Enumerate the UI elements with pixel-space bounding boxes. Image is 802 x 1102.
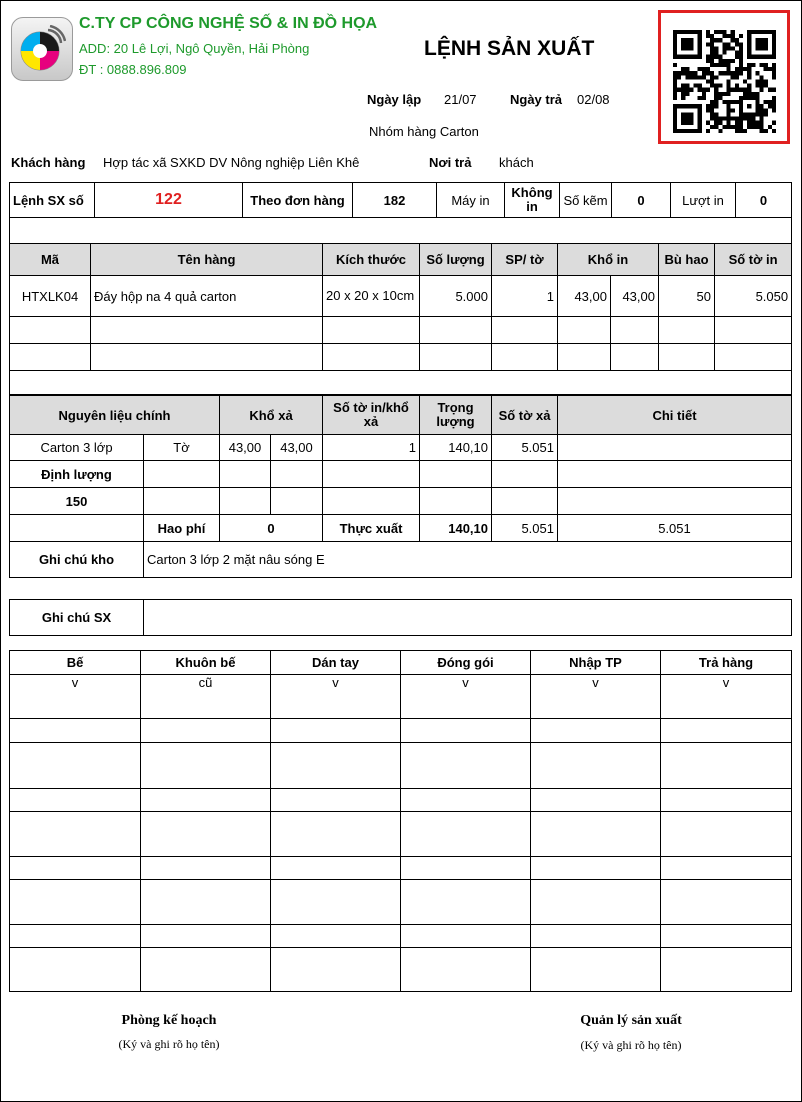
header-kho-in: Khổ in <box>558 244 659 276</box>
dinh-luong-label: Định lượng <box>10 461 144 488</box>
table-row <box>10 435 792 461</box>
table-row <box>10 857 792 880</box>
header-nguyen-lieu: Nguyên liệu chính <box>10 396 220 435</box>
company-phone: ĐT : 0888.896.809 <box>79 62 187 77</box>
noi-tra-label: Nơi trả <box>429 155 472 170</box>
may-in-value: Không in <box>505 183 560 218</box>
order-info-table <box>9 182 792 218</box>
ghi-chu-sx-label: Ghi chú SX <box>10 600 144 636</box>
ghi-chu-kho-label: Ghi chú kho <box>10 542 144 578</box>
cell-material-name: Carton 3 lớp <box>10 435 144 461</box>
stage-header-be: Bế <box>10 651 141 675</box>
cell-so-to-in: 5.050 <box>715 276 792 317</box>
signature-title-quan-ly: Quản lý sản xuất <box>580 1013 682 1028</box>
table-row <box>10 880 792 925</box>
thuc-xuat-chi-tiet: 5.051 <box>558 515 792 542</box>
table-row <box>10 743 792 789</box>
cmyk-logo-icon <box>18 25 66 73</box>
company-address: ADD: 20 Lê Lợi, Ngô Quyền, Hải Phòng <box>79 41 310 56</box>
header-bu-hao: Bù hao <box>659 244 715 276</box>
table-row <box>10 675 792 719</box>
cell-so-to-xa: 5.051 <box>492 435 558 461</box>
ghi-chu-sx-table <box>9 599 792 636</box>
theo-don-hang-value: 182 <box>353 183 437 218</box>
table-row <box>10 276 792 317</box>
header-so-to-in: Số tờ in <box>715 244 792 276</box>
ngay-tra-label: Ngày trả <box>510 92 563 107</box>
header-ma: Mã <box>10 244 91 276</box>
so-kem-label: Số kẽm <box>560 183 612 218</box>
header-kho-xa: Khổ xả <box>220 396 323 435</box>
header-so-to-kho-xa: Số tờ in/khổ xả <box>323 396 420 435</box>
ghi-chu-kho-value: Carton 3 lớp 2 mặt nâu sóng E <box>144 542 792 578</box>
lenh-sx-label: Lệnh SX số <box>10 183 95 218</box>
table-row <box>10 542 792 578</box>
cell-so-to-kho: 1 <box>323 435 420 461</box>
cell-sp-to: 1 <box>492 276 558 317</box>
cell-so-luong: 5.000 <box>420 276 492 317</box>
cell-kich-thuoc: 20 x 20 x 10cm <box>323 276 420 317</box>
stage-header-dan-tay: Dán tay <box>271 651 401 675</box>
material-table <box>9 395 792 578</box>
so-kem-value: 0 <box>612 183 671 218</box>
cell-kho-xa-1: 43,00 <box>220 435 271 461</box>
table-row <box>10 488 792 515</box>
company-logo <box>11 17 73 81</box>
table-row <box>10 515 792 542</box>
cell-bu-hao: 50 <box>659 276 715 317</box>
header-trong-luong: Trọng lượng <box>420 396 492 435</box>
stage-value-dan-tay: v <box>271 675 401 719</box>
header-ten-hang: Tên hàng <box>91 244 323 276</box>
company-name: C.TY CP CÔNG NGHỆ SỐ & IN ĐỒ HỌA <box>79 15 378 32</box>
luot-in-value: 0 <box>736 183 792 218</box>
table-row <box>10 925 792 948</box>
noi-tra-value: khách <box>499 155 534 170</box>
theo-don-hang-label: Theo đơn hàng <box>243 183 353 218</box>
table-row <box>10 789 792 812</box>
ghi-chu-sx-value <box>144 600 792 636</box>
signature-title-ke-hoach: Phòng kế hoạch <box>121 1013 217 1028</box>
header-kich-thuoc: Kích thước <box>323 244 420 276</box>
header-so-luong: Số lượng <box>420 244 492 276</box>
qr-code-icon <box>673 30 776 133</box>
nhom-hang: Nhóm hàng Carton <box>369 124 479 139</box>
cell-kho-xa-2: 43,00 <box>271 435 323 461</box>
may-in-label: Máy in <box>437 183 505 218</box>
header-chi-tiet: Chi tiết <box>558 396 792 435</box>
cell-trong-luong: 140,10 <box>420 435 492 461</box>
header-sp-to: SP/ tờ <box>492 244 558 276</box>
dinh-luong-value: 150 <box>10 488 144 515</box>
table-row <box>10 317 792 344</box>
luot-in-label: Lượt in <box>671 183 736 218</box>
stage-header-khuon-be: Khuôn bế <box>141 651 271 675</box>
signature-note-ke-hoach: (Ký và ghi rõ họ tên) <box>118 1037 220 1051</box>
table-row <box>10 344 792 371</box>
hao-phi-label: Hao phí <box>144 515 220 542</box>
thuc-xuat-so-to: 5.051 <box>492 515 558 542</box>
lenh-sx-value: 122 <box>95 183 243 218</box>
stage-value-khuon-be: cũ <box>141 675 271 719</box>
cell-kho-in-2: 43,00 <box>611 276 659 317</box>
customer-label: Khách hàng <box>11 155 86 170</box>
stages-table <box>9 650 792 992</box>
stage-value-be: v <box>10 675 141 719</box>
document-title: LỆNH SẢN XUẤT <box>424 37 595 60</box>
table-row <box>10 461 792 488</box>
table-row <box>10 812 792 857</box>
stage-value-dong-goi: v <box>401 675 531 719</box>
product-table <box>9 217 792 395</box>
hao-phi-value: 0 <box>220 515 323 542</box>
customer-value: Hợp tác xã SXKD DV Nông nghiệp Liên Khê <box>103 155 360 170</box>
cell-ten-hang: Đáy hộp na 4 quả carton <box>91 276 323 317</box>
cell-ma: HTXLK04 <box>10 276 91 317</box>
stage-header-nhap-tp: Nhập TP <box>531 651 661 675</box>
cell-kho-in-1: 43,00 <box>558 276 611 317</box>
table-row <box>10 719 792 743</box>
ngay-lap-label: Ngày lập <box>367 92 422 107</box>
stage-header-tra-hang: Trả hàng <box>661 651 792 675</box>
thuc-xuat-trong-luong: 140,10 <box>420 515 492 542</box>
ngay-tra-value: 02/08 <box>577 92 610 107</box>
spacer-row <box>10 218 792 244</box>
stage-value-nhap-tp: v <box>531 675 661 719</box>
stage-value-tra-hang: v <box>661 675 792 719</box>
ngay-lap-value: 21/07 <box>444 92 477 107</box>
qr-frame <box>658 10 790 144</box>
header-so-to-xa: Số tờ xả <box>492 396 558 435</box>
spacer-row <box>10 371 792 395</box>
cell-material-unit: Tờ <box>144 435 220 461</box>
thuc-xuat-label: Thực xuất <box>323 515 420 542</box>
signature-note-quan-ly: (Ký và ghi rõ họ tên) <box>580 1038 682 1052</box>
table-row <box>10 948 792 992</box>
stage-header-dong-goi: Đóng gói <box>401 651 531 675</box>
